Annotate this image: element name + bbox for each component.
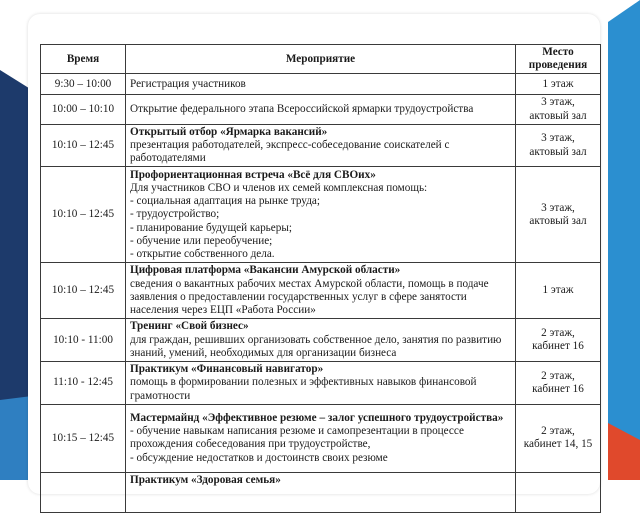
row-event (126, 124, 516, 167)
header-time: Время (41, 45, 126, 74)
event-title: Тренинг «Свой бизнес» (130, 320, 249, 333)
place-line: актовый зал (529, 214, 587, 227)
row-place (516, 319, 601, 362)
row-place (516, 362, 601, 405)
row-place (516, 167, 601, 263)
place-line: 1 этаж (542, 77, 574, 90)
row-event (126, 362, 516, 405)
row-time: 10:10 – 12:45 (41, 124, 126, 167)
event-description: для граждан, решивших организовать собственное дело, занятия по развитию знаний, умений, необходимых для организации бизнеса (130, 333, 502, 359)
table-row (41, 167, 601, 263)
row-place (516, 472, 601, 512)
row-place (516, 95, 601, 124)
event-title: Практикум «Здоровая семья» (130, 473, 281, 486)
row-place (516, 74, 601, 95)
row-place (516, 124, 601, 167)
place-line: кабинет 14, 15 (523, 438, 593, 451)
table-row (41, 95, 601, 124)
table-row (41, 74, 601, 95)
row-event (126, 319, 516, 362)
place-line: 2 этаж, (541, 327, 575, 340)
place-line: кабинет 16 (532, 340, 584, 353)
row-event (126, 263, 516, 319)
row-time: 10:00 – 10:10 (41, 95, 126, 124)
event-description: - открытие собственного дела. (130, 247, 275, 260)
place-line: актовый зал (529, 145, 587, 158)
place-line: 3 этаж, (541, 201, 575, 214)
event-title: Практикум «Финансовый навигатор» (130, 363, 324, 376)
schedule-table (40, 44, 601, 513)
table-row (41, 319, 601, 362)
event-description: сведения о вакантных рабочих местах Амурской области, помощь в подаче заявления о предоставлении государственных услуг в сфере занятости населения через ЕЦП «Работа России» (130, 277, 489, 317)
header-place: Место проведения (516, 45, 601, 74)
table-row (41, 263, 601, 319)
row-time: 9:30 – 10:00 (41, 74, 126, 95)
header-event: Мероприятие (126, 45, 516, 74)
row-event (126, 74, 516, 95)
place-line: 1 этаж (542, 284, 574, 297)
table-row (41, 362, 601, 405)
table-body (41, 74, 601, 512)
table-header-row (41, 45, 601, 74)
place-line: кабинет 16 (532, 383, 584, 396)
row-event (126, 167, 516, 263)
event-description: - обсуждение недостатков и достоинств своих резюме (130, 451, 388, 464)
table-row (41, 404, 601, 472)
event-title: Открытый отбор «Ярмарка вакансий» (130, 125, 328, 138)
event-description: - обучение навыкам написания резюме и самопрезентации в процессе прохождения собеседования при трудоустройстве, (130, 425, 464, 451)
place-line: 2 этаж, (541, 369, 575, 382)
event-description: - планирование будущей карьеры; (130, 221, 292, 234)
place-line: 2 этаж, (541, 425, 575, 438)
row-event (126, 95, 516, 124)
event-title: Мастермайнд «Эффективное резюме – залог успешного трудоустройства» (130, 411, 504, 424)
row-time: 10:15 – 12:45 (41, 404, 126, 472)
place-line: актовый зал (529, 109, 587, 122)
row-time: 10:10 – 12:45 (41, 167, 126, 263)
row-time: 10:10 – 12:45 (41, 263, 126, 319)
row-time: 10:10 - 11:00 (41, 319, 126, 362)
event-description: - обучение или переобучение; (130, 234, 273, 247)
event-description: Регистрация участников (130, 77, 246, 90)
row-event (126, 404, 516, 472)
event-title: Профориентационная встреча «Всё для СВОих» (130, 168, 376, 181)
event-description: Открытие федерального этапа Всероссийской ярмарки трудоустройства (130, 103, 474, 115)
right-decoration (600, 0, 640, 480)
table-row (41, 124, 601, 167)
event-description: - трудоустройство; (130, 208, 220, 221)
event-title: Цифровая платформа «Вакансии Амурской области» (130, 264, 401, 277)
place-line: 3 этаж, (541, 96, 575, 109)
row-event (126, 472, 516, 512)
event-description: помощь в формировании полезных и эффективных навыков финансовой грамотности (130, 376, 477, 402)
table-row (41, 472, 601, 512)
row-place (516, 263, 601, 319)
row-place (516, 404, 601, 472)
event-description: - социальная адаптация на рынке труда; (130, 195, 320, 208)
place-line: 3 этаж, (541, 132, 575, 145)
row-time (41, 472, 126, 512)
event-description: Для участников СВО и членов их семей комплексная помощь: (130, 181, 428, 194)
event-description: презентация работодателей, экспресс-собеседование соискателей с работодателями (130, 139, 450, 165)
row-time: 11:10 - 12:45 (41, 362, 126, 405)
